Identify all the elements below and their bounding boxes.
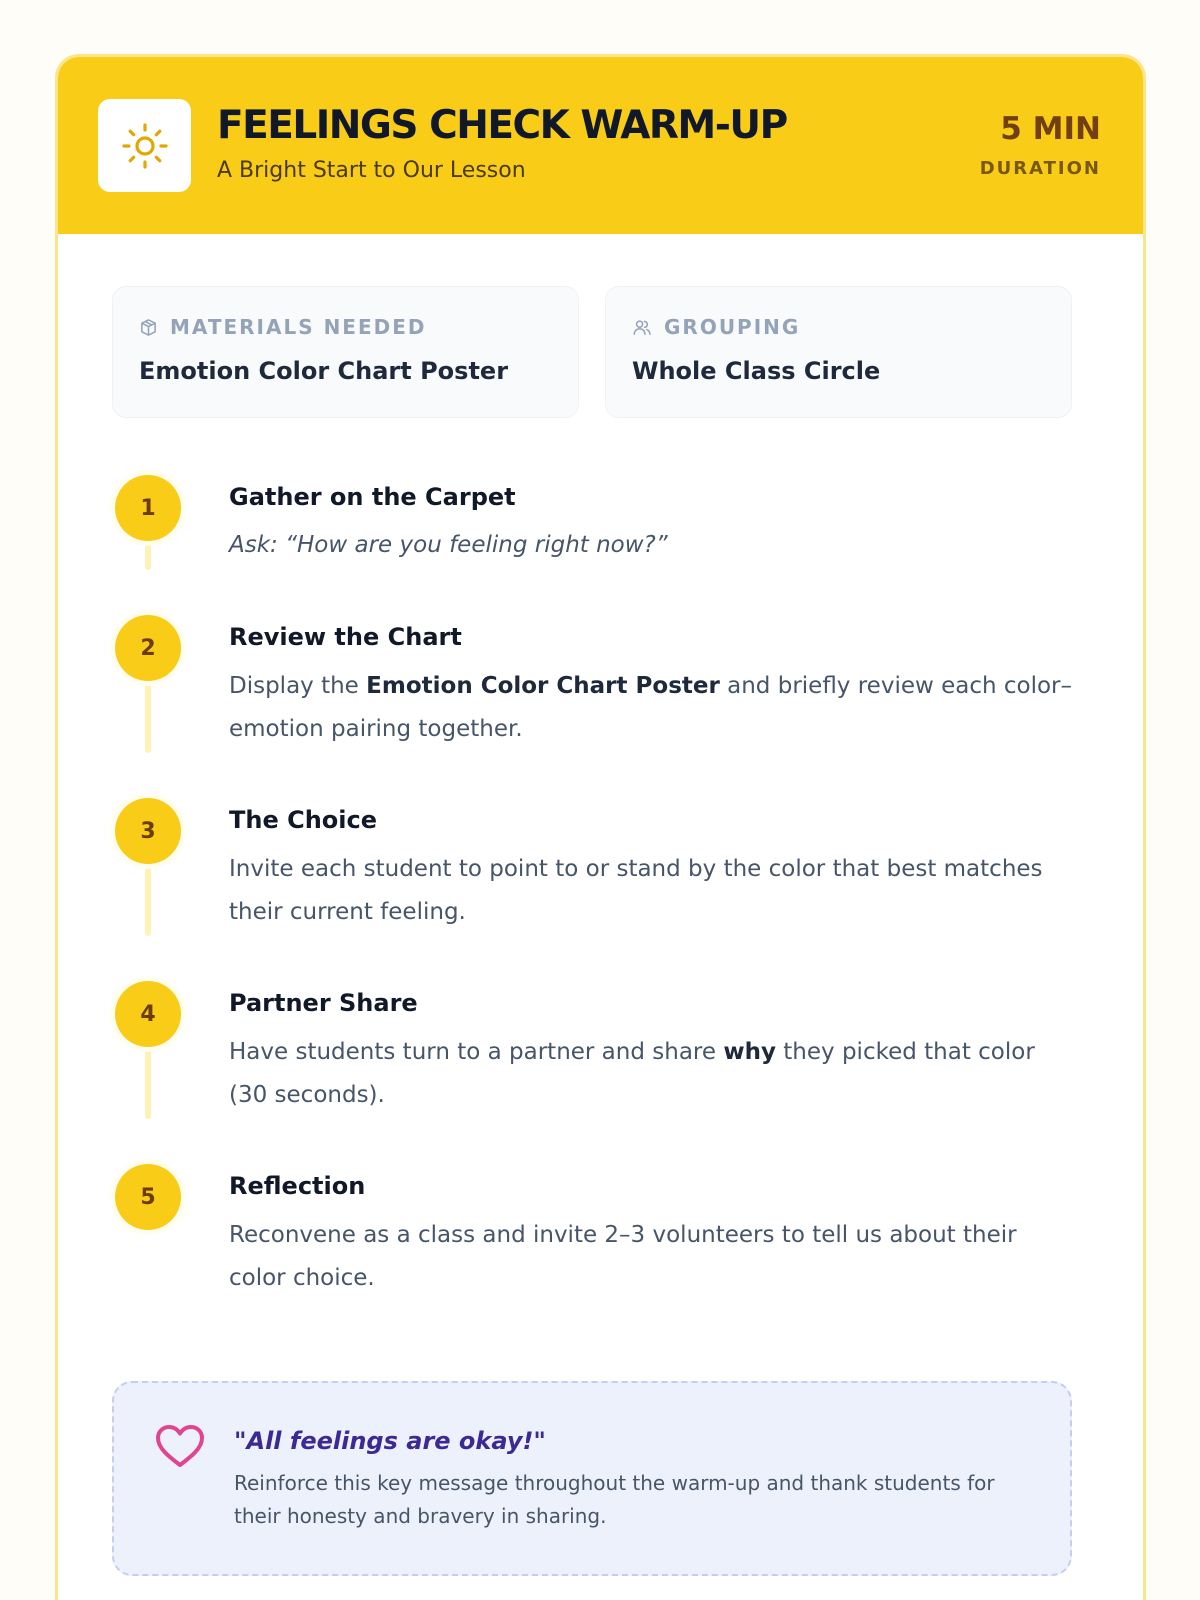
page-subtitle: A Bright Start to Our Lesson xyxy=(217,158,526,183)
step-description: Reconvene as a class and invite 2–3 volunteers to tell us about their color choice. xyxy=(229,1222,1017,1291)
reminder-note xyxy=(112,1381,1072,1576)
heart-icon xyxy=(154,1424,206,1470)
duration-label: DURATION xyxy=(979,158,1101,179)
materials-label: MATERIALS NEEDED xyxy=(170,315,427,339)
step-number-badge: 3 xyxy=(115,798,181,864)
step-title: The Choice xyxy=(229,806,378,834)
step-number-badge: 1 xyxy=(115,475,181,541)
sun-icon xyxy=(120,121,170,171)
step-description: Ask: “How are you feeling right now?” xyxy=(229,532,668,558)
step-connector xyxy=(145,675,151,753)
materials-box xyxy=(112,286,579,418)
grouping-label-row xyxy=(632,315,800,339)
warmup-card xyxy=(55,54,1146,1600)
grouping-box xyxy=(605,286,1072,418)
step-connector xyxy=(145,1041,151,1119)
reminder-text: Reinforce this key message throughout the warm-up and thank students for their honesty and bravery in sharing. xyxy=(234,1471,995,1528)
step-description: Have students turn to a partner and share why they picked that color (30 seconds). xyxy=(229,1039,1035,1108)
materials-label-row xyxy=(139,315,427,339)
header-icon-box xyxy=(98,99,191,192)
step-number-badge: 5 xyxy=(115,1164,181,1230)
step-title: Reflection xyxy=(229,1172,366,1200)
package-icon xyxy=(139,318,158,337)
step-description: Invite each student to point to or stand by the color that best matches their current feeling. xyxy=(229,856,1043,925)
step-description: Display the Emotion Color Chart Poster and briefly review each color–emotion pairing together. xyxy=(229,673,1073,742)
step-title: Gather on the Carpet xyxy=(229,483,516,511)
step-description-emphasis: Emotion Color Chart Poster xyxy=(366,673,720,699)
duration-value: 5 MIN xyxy=(1000,111,1101,147)
users-icon xyxy=(632,318,652,337)
step-title: Review the Chart xyxy=(229,623,462,651)
step-title: Partner Share xyxy=(229,989,418,1017)
card-header xyxy=(58,57,1143,234)
step-description-emphasis: why xyxy=(723,1039,776,1065)
reminder-title: "All feelings are okay!" xyxy=(234,1427,546,1455)
page-title: FEELINGS CHECK WARM-UP xyxy=(217,103,787,148)
grouping-label: GROUPING xyxy=(664,315,801,339)
step-number-badge: 2 xyxy=(115,615,181,681)
step-connector xyxy=(145,858,151,936)
materials-value: Emotion Color Chart Poster xyxy=(139,357,509,385)
grouping-value: Whole Class Circle xyxy=(632,357,881,385)
step-number-badge: 4 xyxy=(115,981,181,1047)
